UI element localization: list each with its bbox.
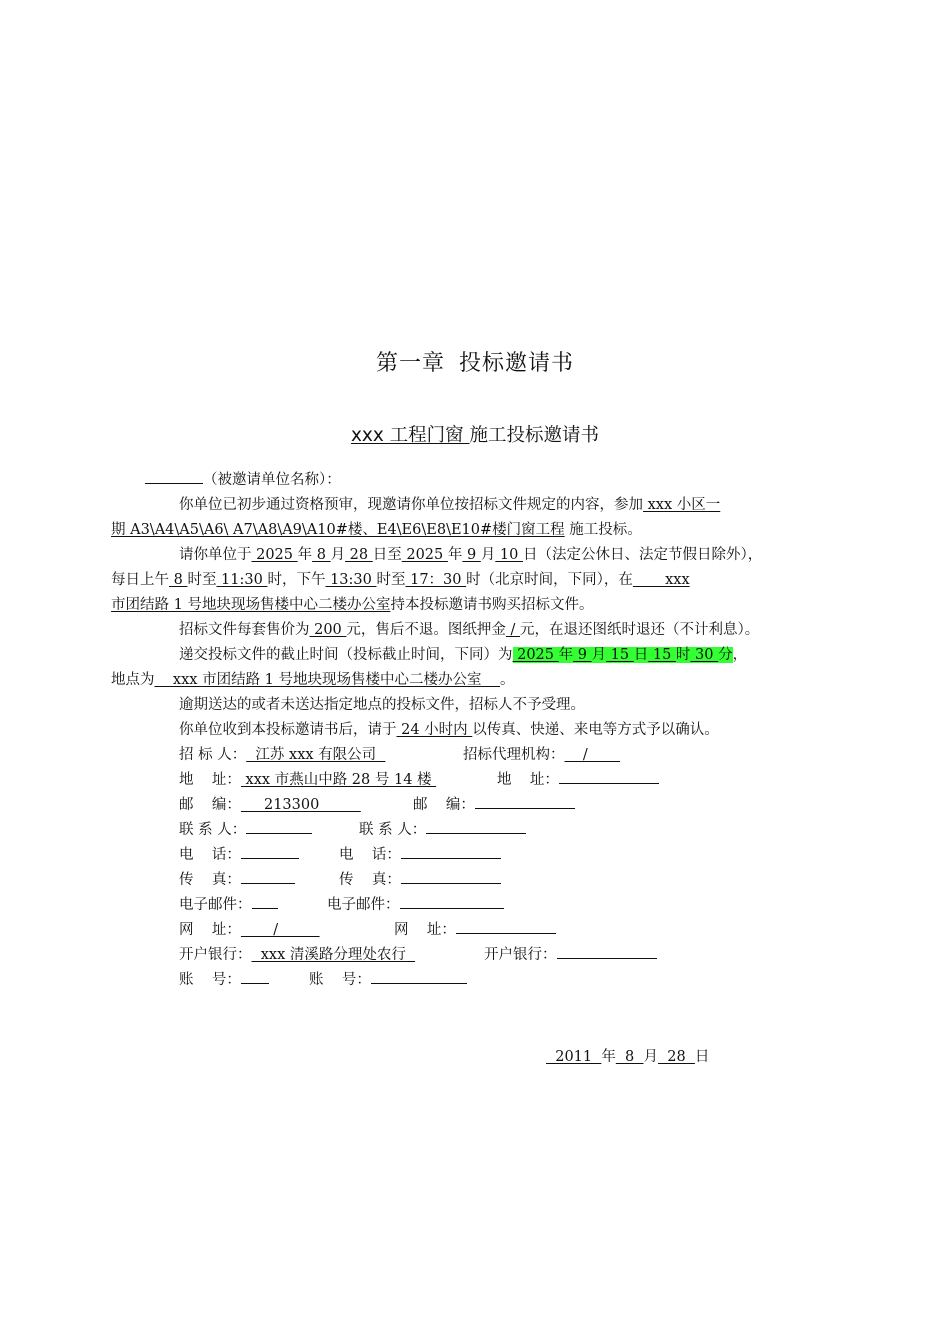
para2-text: 请你单位于	[179, 547, 252, 563]
project-full-name-1: xxx 小区一	[643, 497, 721, 513]
label-website: 网 址：	[179, 922, 241, 938]
unit-month: 月	[643, 1049, 659, 1065]
end-month: 9	[462, 547, 481, 563]
para6-text: 你单位收到本投标邀请书后，请于	[179, 722, 397, 738]
contact-row	[145, 943, 810, 968]
deadline-minute: 30	[690, 647, 719, 663]
para2-holiday-note: 日（法定公休日、法定节假日除外），	[523, 547, 763, 563]
deadline-year: 2025	[512, 647, 559, 663]
para4-comma: ，	[732, 647, 748, 663]
contact-row	[145, 918, 810, 943]
blank-account-2	[371, 968, 467, 984]
value-tenderer: 江苏 xxx 有限公司	[246, 747, 386, 763]
unit-day: 日	[633, 647, 649, 663]
project-name: xxx 工程门窗	[350, 425, 470, 446]
document-title	[0, 421, 950, 447]
unit-month: 月	[480, 547, 496, 563]
para2-daily: 每日上午	[111, 572, 169, 588]
label-agency: 招标代理机构：	[463, 747, 565, 763]
para3-end: 元，在退还图纸时退还（不计利息）。	[520, 622, 760, 638]
blank-address-2	[559, 768, 659, 784]
para4-place-label: 地点为	[111, 672, 155, 688]
paragraph-confirmation	[145, 718, 810, 743]
blank-account	[241, 968, 269, 984]
label-email-2: 电子邮件：	[327, 897, 400, 913]
unit-year: 年	[558, 647, 574, 663]
blank-phone-2	[401, 843, 501, 859]
label-contact: 联 系 人：	[179, 822, 247, 838]
am-end: 11:30	[216, 572, 268, 588]
blank-contact	[246, 818, 312, 834]
label-website-2: 网 址：	[394, 922, 456, 938]
unit-year: 年	[447, 547, 463, 563]
value-address: xxx 市燕山中路 28 号 14 楼	[240, 772, 437, 788]
unit-month: 月	[330, 547, 346, 563]
label-address: 地 址：	[179, 772, 241, 788]
paragraph-deadline	[111, 643, 810, 693]
para3-text: 招标文件每套售价为	[179, 622, 310, 638]
letter-body	[111, 468, 810, 993]
contact-row	[145, 843, 810, 868]
start-year: 2025	[251, 547, 298, 563]
blank-contact-2	[426, 818, 526, 834]
deadline-day: 15	[606, 647, 634, 663]
salutation	[145, 468, 810, 493]
label-phone: 电 话：	[179, 847, 241, 863]
unit-day: 日	[694, 1049, 710, 1065]
chapter-name: 投标邀请书	[459, 351, 575, 376]
label-tenderer: 招 标 人：	[179, 747, 247, 763]
value-website: /	[240, 922, 320, 938]
para1-text: 你单位已初步通过资格预审，现邀请你单位按招标文件规定的内容，参加	[179, 497, 643, 513]
submission-place: xxx 市团结路 1 号地块现场售楼中心二楼办公室	[154, 672, 500, 688]
para4-end: 。	[499, 672, 515, 688]
label-address-2: 地 址：	[497, 772, 559, 788]
deadline-month: 9	[573, 647, 592, 663]
sign-year: 2011	[546, 1049, 602, 1065]
para4-text: 递交投标文件的截止时间（投标截止时间，下同）为	[179, 647, 513, 663]
label-contact-2: 联 系 人：	[359, 822, 427, 838]
label-fax: 传 真：	[179, 872, 241, 888]
invitee-blank	[145, 468, 203, 484]
signature-date	[546, 1045, 709, 1066]
deadline-hour: 15	[648, 647, 676, 663]
contact-row	[145, 743, 810, 768]
label-email: 电子邮件：	[179, 897, 252, 913]
label-account-2: 账 号：	[309, 972, 371, 988]
para3-text-2: 元，售后不退。图纸押金	[346, 622, 506, 638]
salutation-text: （被邀请单位名称）：	[203, 472, 341, 488]
end-day: 10	[495, 547, 523, 563]
unit-day-to: 日至	[372, 547, 402, 563]
para6-end: 以传真、快递、来电等方式予以确认。	[472, 722, 719, 738]
confirm-hours: 24 小时内	[396, 722, 473, 738]
blank-email	[252, 893, 278, 909]
pm-start: 13:30	[325, 572, 377, 588]
paragraph-price	[145, 618, 810, 643]
drawing-deposit: /	[505, 622, 521, 638]
end-year: 2025	[401, 547, 448, 563]
para1-end: 施工投标。	[564, 522, 642, 538]
blank-email-2	[400, 893, 504, 909]
unit-hour-to: 时至	[187, 572, 217, 588]
contact-row	[145, 793, 810, 818]
blank-fax-2	[401, 868, 501, 884]
para2-end: 持本投标邀请书购买招标文件。	[390, 597, 594, 613]
sign-month: 8	[615, 1049, 644, 1065]
blank-fax	[241, 868, 295, 884]
start-month: 8	[312, 547, 331, 563]
document-title-rest: 施工投标邀请书	[469, 425, 600, 446]
unit-year: 年	[601, 1049, 616, 1065]
paragraph-prequalification	[111, 493, 810, 543]
blank-phone	[241, 843, 299, 859]
paragraph-late-notice: 逾期送达的或者未送达指定地点的投标文件，招标人不予受理。	[179, 697, 585, 713]
contact-row	[145, 893, 810, 918]
unit-hour-pm: 时，下午	[267, 572, 326, 588]
contact-row	[145, 968, 810, 993]
chapter-title	[0, 346, 950, 377]
label-bank: 开户银行：	[179, 947, 252, 963]
unit-month: 月	[591, 647, 607, 663]
value-postcode: 213300	[240, 797, 361, 813]
value-bank: xxx 清溪路分理处农行	[251, 947, 416, 963]
paragraph-purchase-time	[111, 543, 810, 618]
para2-beijing-time: 时（北京时间，下同），在	[466, 572, 633, 588]
contact-table	[145, 743, 810, 993]
blank-bank-2	[557, 943, 657, 959]
project-full-name-2: 期 A3\A4\A5\A6\ A7\A8\A9\A10#楼、E4\E6\E8\E10#楼门窗工程	[111, 522, 565, 538]
unit-year: 年	[297, 547, 313, 563]
contact-row	[145, 818, 810, 843]
contact-row	[145, 868, 810, 893]
document-price: 200	[309, 622, 347, 638]
contact-row	[145, 768, 810, 793]
pm-end: 17：30	[405, 572, 467, 588]
purchase-place-1: xxx	[632, 572, 690, 588]
start-day: 28	[345, 547, 373, 563]
label-postcode: 邮 编：	[179, 797, 241, 813]
label-bank-2: 开户银行：	[484, 947, 557, 963]
unit-minute: 分	[718, 647, 733, 663]
label-postcode-2: 邮 编：	[413, 797, 475, 813]
unit-hour: 时	[675, 647, 691, 663]
label-account: 账 号：	[179, 972, 241, 988]
blank-postcode-2	[475, 793, 575, 809]
sign-day: 28	[658, 1049, 695, 1065]
purchase-place-2: 市团结路 1 号地块现场售楼中心二楼办公室	[111, 597, 391, 613]
unit-hour-to: 时至	[376, 572, 406, 588]
am-start: 8	[169, 572, 188, 588]
label-fax-2: 传 真：	[339, 872, 401, 888]
value-agency: /	[564, 747, 621, 763]
label-phone-2: 电 话：	[339, 847, 401, 863]
chapter-number: 第一章	[375, 351, 445, 376]
blank-website-2	[456, 918, 556, 934]
